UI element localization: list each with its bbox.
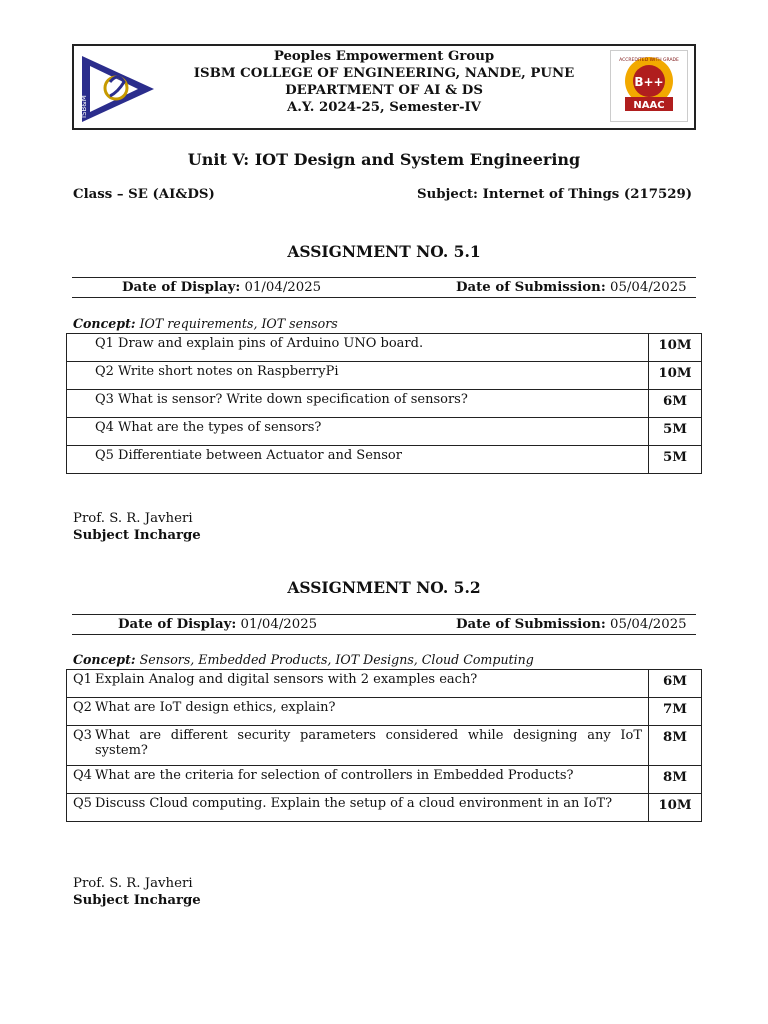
divider	[72, 277, 696, 278]
header-text	[74, 48, 694, 116]
question-text: Q5 Discuss Cloud computing. Explain the setup of a cloud environment in an IoT?	[67, 794, 649, 822]
marks: 10M	[649, 334, 702, 362]
question-text: Q1 Explain Analog and digital sensors with 2 examples each?	[67, 670, 649, 698]
question-text: Q4 What are the types of sensors?	[67, 418, 649, 446]
marks: 5M	[649, 446, 702, 474]
display-date-2: Date of Display: 01/04/2025	[118, 617, 318, 632]
table-row	[67, 670, 702, 698]
prof-name: Prof. S. R. Javheri	[73, 511, 193, 526]
marks: 8M	[649, 726, 702, 766]
question-text: Q2 Write short notes on RaspberryPi	[67, 362, 649, 390]
concept-2: Concept: Sensors, Embedded Products, IOT Designs, Cloud Computing	[73, 652, 534, 667]
questions-table-2	[66, 669, 702, 822]
header-box	[72, 44, 696, 130]
assignment-title-2: ASSIGNMENT NO. 5.2	[287, 578, 481, 597]
question-text: Q4 What are the criteria for selection of controllers in Embedded Products?	[67, 766, 649, 794]
prof-role: Subject Incharge	[73, 893, 201, 908]
svg-text:NAAC: NAAC	[633, 100, 665, 111]
table-row	[67, 418, 702, 446]
svg-text:B++: B++	[634, 75, 664, 89]
marks: 5M	[649, 418, 702, 446]
prof-role: Subject Incharge	[73, 528, 201, 543]
divider	[72, 614, 696, 615]
marks: 7M	[649, 698, 702, 726]
prof-name: Prof. S. R. Javheri	[73, 876, 193, 891]
question-text: Q3 What are different security parameters considered while designing any IoT system?	[67, 726, 649, 766]
header-line-3: DEPARTMENT OF AI & DS	[285, 83, 483, 98]
display-date-1: Date of Display: 01/04/2025	[122, 280, 322, 295]
table-row	[67, 698, 702, 726]
question-text: Q1 Draw and explain pins of Arduino UNO board.	[67, 334, 649, 362]
signature-1	[73, 510, 201, 544]
signature-2	[73, 875, 201, 909]
header-line-4: A.Y. 2024-25, Semester-IV	[286, 100, 481, 115]
question-text: Q2 What are IoT design ethics, explain?	[67, 698, 649, 726]
divider	[72, 634, 696, 635]
svg-text:ACCREDITED WITH GRADE: ACCREDITED WITH GRADE	[619, 58, 679, 63]
divider	[72, 297, 696, 298]
submission-date-1: Date of Submission: 05/04/2025	[456, 280, 687, 295]
questions-table-1	[66, 333, 702, 474]
header-line-2: ISBM COLLEGE OF ENGINEERING, NANDE, PUNE	[193, 66, 575, 81]
marks: 10M	[649, 362, 702, 390]
marks: 10M	[649, 794, 702, 822]
unit-title: Unit V: IOT Design and System Engineering	[187, 150, 581, 169]
naac-logo	[610, 50, 688, 122]
marks: 6M	[649, 670, 702, 698]
assignment-title-1: ASSIGNMENT NO. 5.1	[287, 242, 481, 261]
table-row	[67, 766, 702, 794]
header-line-1: Peoples Empowerment Group	[273, 49, 495, 64]
marks: 8M	[649, 766, 702, 794]
question-text: Q5 Differentiate between Actuator and Sensor	[67, 446, 649, 474]
table-row	[67, 726, 702, 766]
submission-date-2: Date of Submission: 05/04/2025	[456, 617, 687, 632]
class-label: Class – SE (AI&DS)	[73, 187, 215, 202]
table-row	[67, 362, 702, 390]
subject-label: Subject: Internet of Things (217529)	[416, 187, 692, 202]
table-row	[67, 390, 702, 418]
marks: 6M	[649, 390, 702, 418]
table-row	[67, 446, 702, 474]
question-text: Q3 What is sensor? Write down specification of sensors?	[67, 390, 649, 418]
concept-1: Concept: IOT requirements, IOT sensors	[73, 316, 338, 331]
table-row	[67, 334, 702, 362]
table-row	[67, 794, 702, 822]
svg-text:ISB&M: ISB&M	[80, 95, 88, 118]
